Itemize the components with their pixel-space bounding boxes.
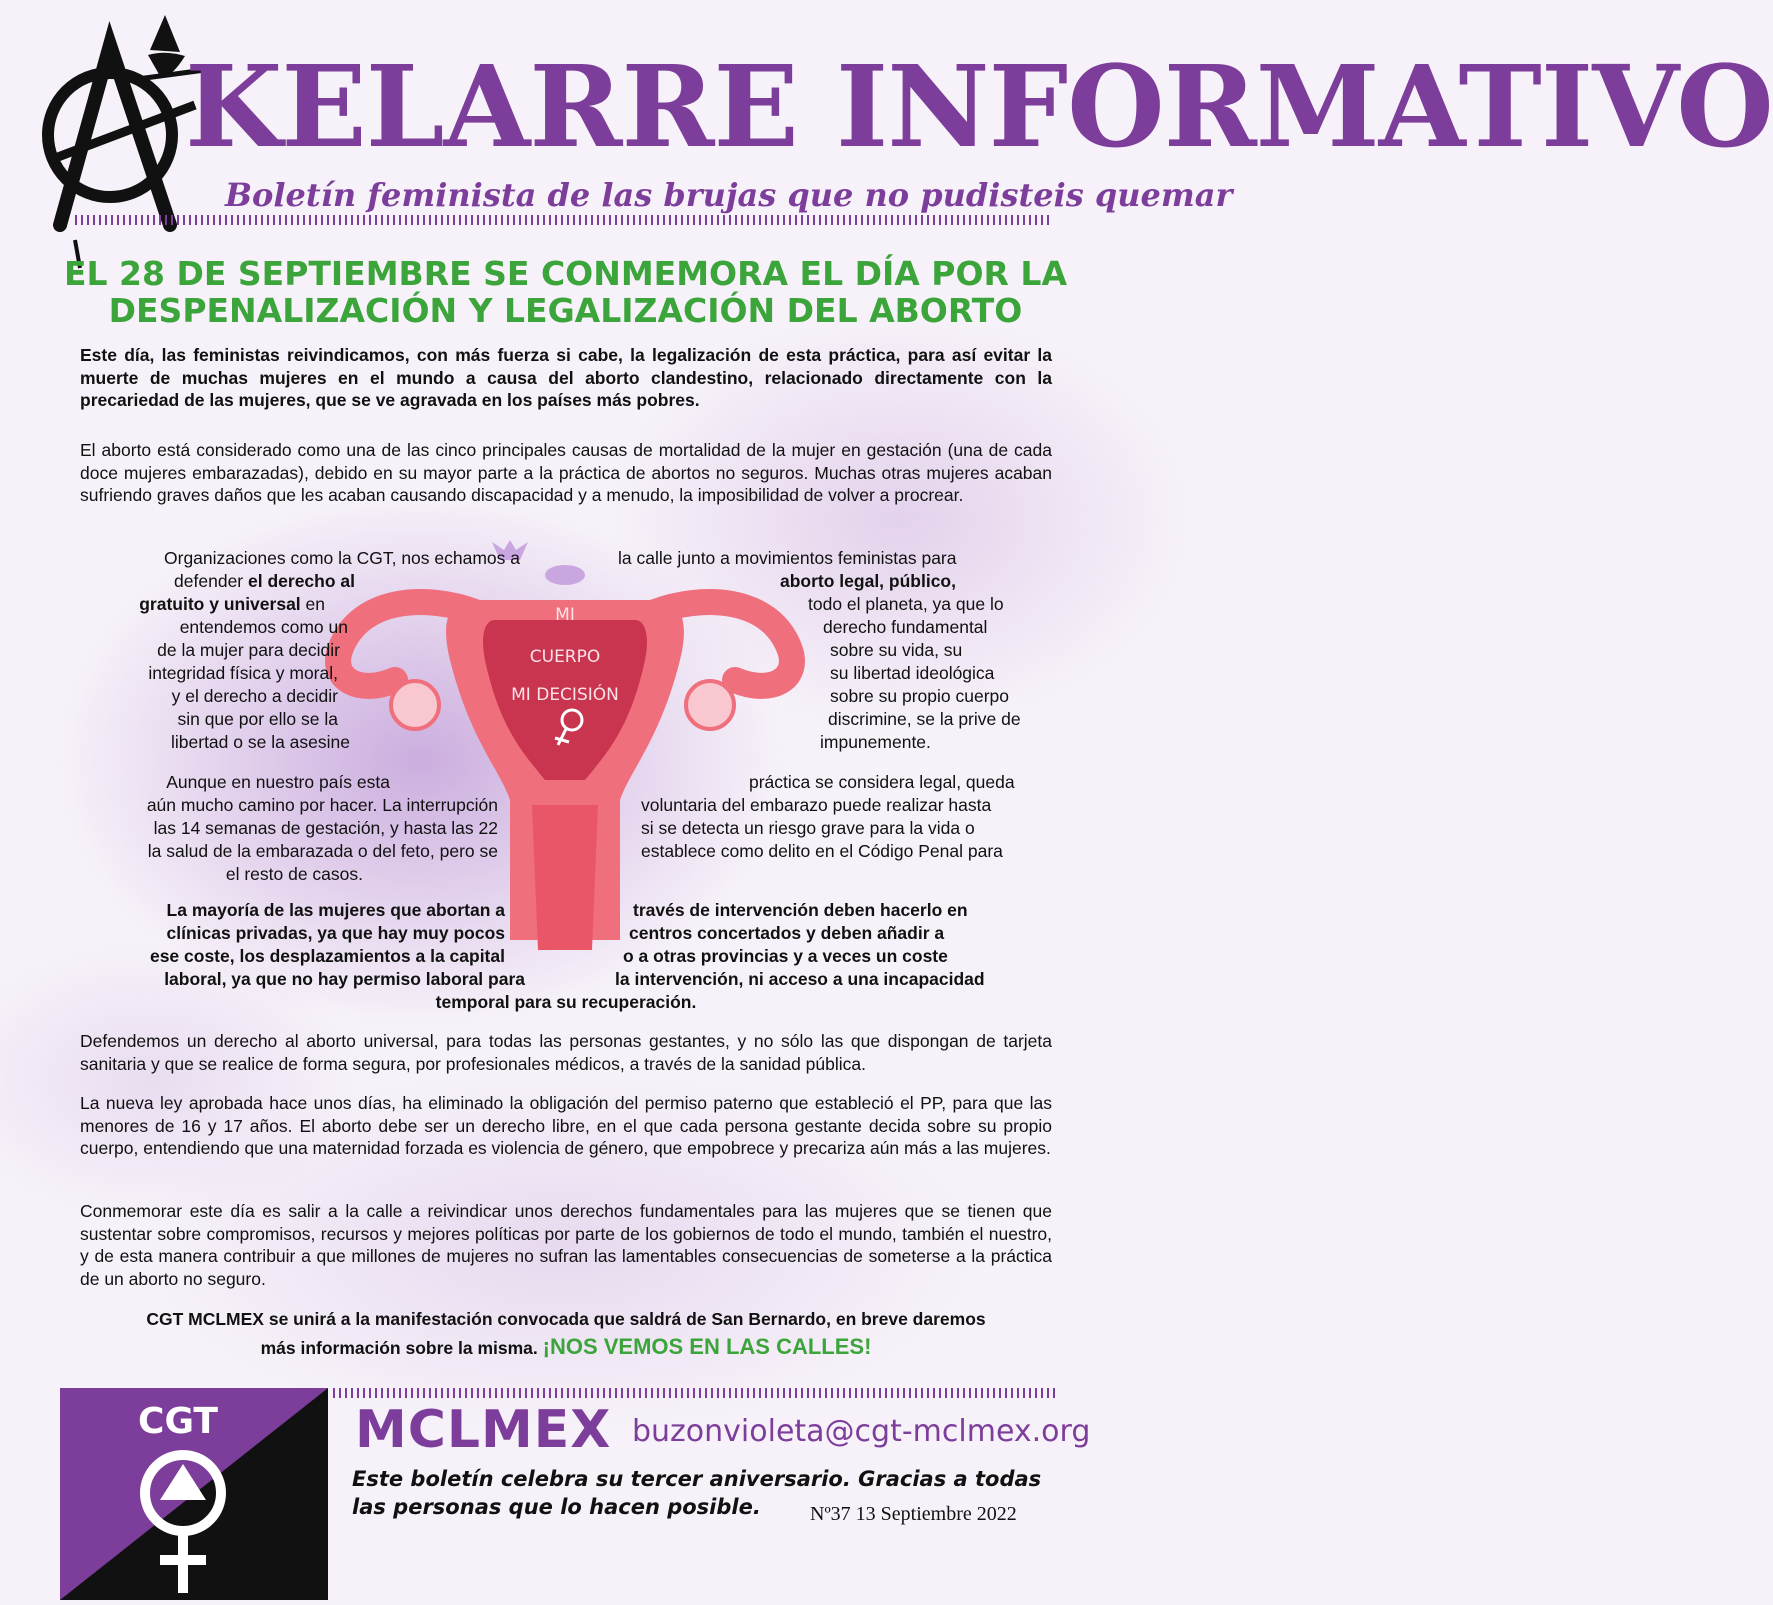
paragraph-commemorate: Conmemorar este día es salir a la calle a reivindicar unos derechos fundamentales para las mujeres que se tienen que sustentar sobre compromisos, recursos y mejores políticas por parte de los gobiernos de todo el mundo, también el nuestro, y de esta manera contribuir a que millones de mujeres no sufran las lamentables consecuencias de someterse a la práctica de un aborto no seguro. xyxy=(80,1201,1052,1289)
cgt-logo xyxy=(60,1388,328,1600)
footer-brand: MCLMEX xyxy=(355,1400,612,1460)
intro-paragraph: Este día, las feministas reivindicamos, con más fuerza si cabe, la legalización de esta práctica, para así evitar la muerte de muchas mujeres en el mundo a causa del aborto clandestino, relacionado directamente con la precariedad de las mujeres, que se ve agravada en los países más pobres. xyxy=(80,345,1052,410)
closing-announcement: CGT MCLMEX se unirá a la manifestación convocada que saldrá de San Bernardo, en breve daremos más información sobre la misma. ¡NOS VEMOS EN LAS CALLES! xyxy=(146,1309,986,1359)
paragraph-mortality: El aborto está considerado como una de las cinco principales causas de mortalidad de la mujer en gestación (una de cada doce mujeres embarazadas), debido en su mayor parte a la práctica de abortos no seguros. Muchas otras mujeres acaban sufriendo graves daños que les acaban causando discapacidad y a menudo, la imposibilidad de volver a procrear. xyxy=(80,440,1052,505)
masthead-divider xyxy=(75,215,1050,225)
issue-number-date: Nº37 13 Septiembre 2022 xyxy=(810,1503,1017,1525)
closing-shout: ¡NOS VEMOS EN LAS CALLES! xyxy=(542,1334,872,1359)
wrap2-right: práctica se considera legal, queda voluntaria del embarazo puede realizar hasta si se detecta un riesgo grave para la vida o establece como delito en el Código Penal para xyxy=(641,772,1015,861)
wrap1-left: Organizaciones como la CGT, nos echamos a defender el derecho al gratuito y universal en entendemos como un de la mujer para decidir integridad física y moral, y el derecho a decidir sin que por ello se la libertad o se la asesine xyxy=(139,548,520,752)
footer-divider xyxy=(333,1388,1058,1398)
headline: EL 28 DE SEPTIEMBRE SE CONMEMORA EL DÍA POR LA DESPENALIZACIÓN Y LEGALIZACIÓN DEL ABORTO xyxy=(63,254,1068,330)
paragraph-universal: Defendemos un derecho al aborto universal, para todas las personas gestantes, y no sólo las que dispongan de tarjeta sanitaria y que se realice de forma segura, por profesionales médicos, a través de la sanidad pública. xyxy=(80,1031,1052,1074)
wrap3-end: temporal para su recuperación. xyxy=(435,992,697,1012)
slogan-line-1: MI xyxy=(555,605,575,625)
wrap1-right: la calle junto a movimientos feministas para aborto legal, público, todo el planeta, ya que lo derecho fundamental sobre su vida, su su libertad ideológica sobre su propio cuerpo discrimine, se la prive de impunemente. xyxy=(618,548,1021,752)
paragraph-new-law: La nueva ley aprobada hace unos días, ha eliminado la obligación del permiso paterno que estableció el PP, para que las menores de 16 y 17 años. El aborto debe ser un derecho libre, en el que cada persona gestante decida sobre su propio cuerpo, entendiendo que una maternidad forzada es violencia de género, que empobrece y precariza aún más a las mujeres. xyxy=(80,1093,1052,1158)
slogan-line-3: MI DECISIÓN xyxy=(511,685,619,705)
masthead-title: KELARRE INFORMATIVO xyxy=(185,42,1773,173)
masthead-subtitle: Boletín feminista de las brujas que no pudisteis quemar xyxy=(225,176,1233,214)
footer-thanks: Este boletín celebra su tercer aniversario. Gracias a todas las personas que lo hacen posible. xyxy=(352,1467,1042,1519)
slogan-line-2: CUERPO xyxy=(529,647,601,667)
wrap3-left: La mayoría de las mujeres que abortan a clínicas privadas, ya que hay muy pocos ese coste, los desplazamientos a la capital laboral, ya que no hay permiso laboral para xyxy=(149,900,525,989)
wrap3-right: través de intervención deben hacerlo en centros concertados y deben añadir a o a otras provincias y a veces un coste la intervención, ni acceso a una incapacidad xyxy=(615,900,985,989)
footer-email-link[interactable]: buzonvioleta@cgt-mclmex.org xyxy=(632,1414,1091,1449)
cgt-logo-text: CGT xyxy=(138,1401,218,1442)
wrap2-left: Aunque en nuestro país esta aún mucho camino por hacer. La interrupción las 14 semanas de gestación, y hasta las 22 la salud de la embarazada o del feto, pero se el resto de casos. xyxy=(146,772,498,884)
